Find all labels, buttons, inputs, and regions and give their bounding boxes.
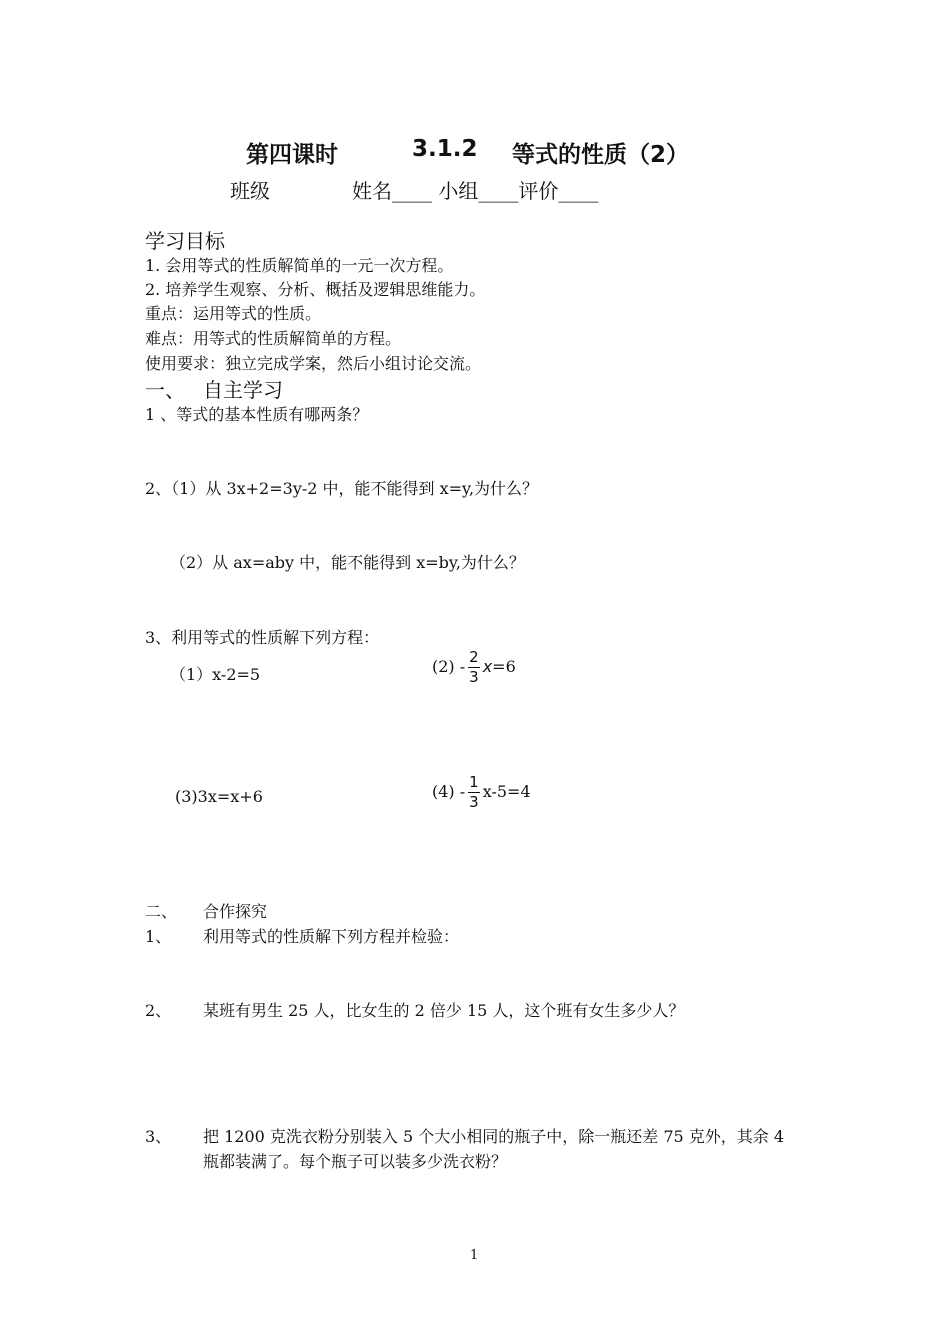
name-group-eval-line: 姓名____ 小组____评价____ <box>352 179 599 203</box>
equation-1: （1）x-2=5 <box>170 665 261 684</box>
question-2a: 2、（1）从 3x+2=3y-2 中，能不能得到 x=y,为什么？ <box>145 479 539 498</box>
equation-3: (3)3x=x+6 <box>175 787 263 806</box>
equation-2 <box>432 650 516 685</box>
section1-heading: 自主学习 <box>203 378 283 402</box>
objectives-heading: 学习目标 <box>145 229 225 253</box>
variable-x: x <box>482 657 493 676</box>
key-point: 重点：运用等式的性质。 <box>145 304 322 323</box>
section1-number: 一、 <box>145 378 185 402</box>
section-number: 3.1.2 <box>412 136 478 162</box>
question-1: 1 、等式的基本性质有哪两条？ <box>145 405 369 424</box>
fraction-denominator: 3 <box>469 668 479 686</box>
difficulty: 难点：用等式的性质解简单的方程。 <box>145 329 402 348</box>
coop-item-2-number: 2、 <box>145 1001 172 1020</box>
coop-item-1-number: 1、 <box>145 927 172 946</box>
fraction-two-thirds <box>468 650 480 685</box>
fraction-numerator: 1 <box>469 773 479 791</box>
equation-4-prefix: (4) - <box>432 782 466 801</box>
lesson-label: 第四课时 <box>246 142 338 168</box>
equation-4 <box>432 775 531 810</box>
coop-item-1-text: 利用等式的性质解下列方程并检验： <box>203 927 460 946</box>
page-number: 1 <box>470 1248 479 1263</box>
question-2b: （2）从 ax=aby 中，能不能得到 x=by,为什么？ <box>170 553 525 572</box>
class-label: 班级 <box>230 179 270 203</box>
coop-item-3-number: 3、 <box>145 1127 172 1146</box>
section2-number: 二、 <box>145 902 178 921</box>
section2-heading: 合作探究 <box>203 902 268 921</box>
usage-requirement: 使用要求：独立完成学案，然后小组讨论交流。 <box>145 354 482 373</box>
question-3: 3、利用等式的性质解下列方程： <box>145 628 380 647</box>
equation-4-suffix: x-5=4 <box>482 782 531 801</box>
coop-item-3-text-line2: 瓶都装满了。每个瓶子可以装多少洗衣粉？ <box>203 1152 508 1171</box>
coop-item-3-text-line1: 把 1200 克洗衣粉分别装入 5 个大小相同的瓶子中，除一瓶还差 75 克外，其余 4 <box>203 1127 785 1146</box>
objective-item-1: 1. 会用等式的性质解简单的一元一次方程。 <box>145 256 454 275</box>
coop-item-2-text: 某班有男生 25 人，比女生的 2 倍少 15 人，这个班有女生多少人？ <box>203 1001 685 1020</box>
fraction-numerator: 2 <box>469 648 479 666</box>
equation-2-prefix: (2) - <box>432 657 466 676</box>
fraction-one-third <box>468 775 480 810</box>
fraction-denominator: 3 <box>469 793 479 811</box>
page-title: 等式的性质（2） <box>512 142 690 168</box>
objective-item-2: 2. 培养学生观察、分析、概括及逻辑思维能力。 <box>145 280 486 299</box>
equation-2-suffix: =6 <box>492 657 516 676</box>
